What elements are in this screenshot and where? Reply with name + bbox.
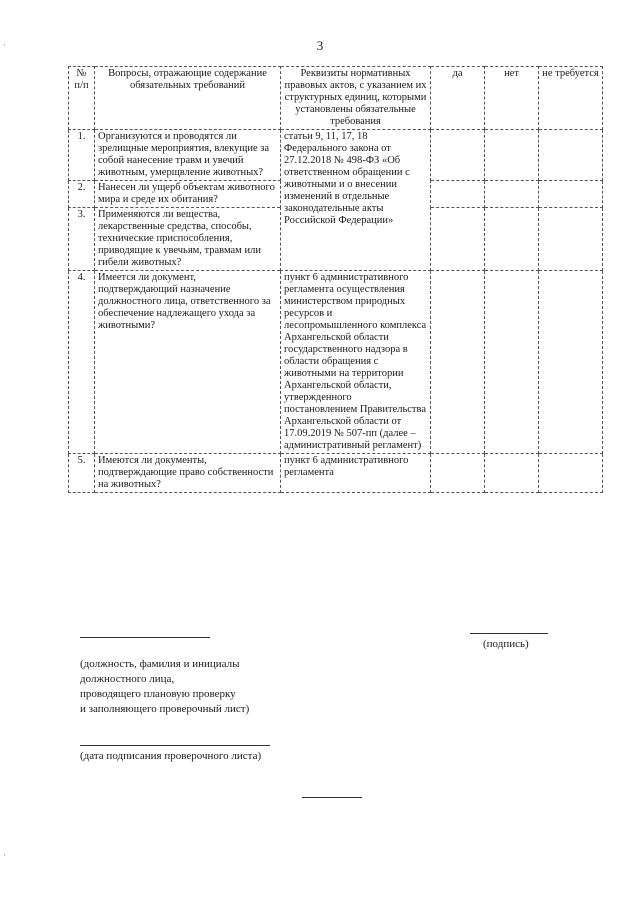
row-question: Имеются ли документы, подтверждающие право собственности на животных? <box>95 454 281 493</box>
row-requisites: пункт 6 административного регламента <box>281 454 431 493</box>
cell-no[interactable] <box>485 130 539 181</box>
table-row <box>69 454 603 493</box>
row-number: 3. <box>69 208 95 271</box>
cell-no[interactable] <box>485 208 539 271</box>
row-question: Применяются ли вещества, лекарственные средства, способы, технические приспособления, приводящие к увечьям, травмам или гибели животных? <box>95 208 281 271</box>
end-divider <box>302 797 362 798</box>
row-number: 2. <box>69 181 95 208</box>
cell-not-required[interactable] <box>539 271 603 454</box>
table-row <box>69 271 603 454</box>
official-caption-line: проводящего плановую проверку <box>80 688 236 700</box>
official-caption-line: и заполняющего проверочный лист) <box>80 703 250 715</box>
official-caption <box>80 657 249 717</box>
official-caption-line: (должность, фамилия и инициалы <box>80 658 240 670</box>
checklist-table <box>68 66 603 493</box>
row-question: Имеется ли документ, подтверждающий назначение должностного лица, ответственного за обеспечение надлежащего ухода за животными? <box>95 271 281 454</box>
date-signature-line[interactable] <box>80 745 270 746</box>
official-signature-line[interactable] <box>80 637 210 638</box>
table-header-row <box>69 67 603 130</box>
header-question: Вопросы, отражающие содержание обязательных требований <box>95 67 281 130</box>
page-number: 3 <box>316 38 324 53</box>
margin-mark-top: · <box>3 40 6 50</box>
cell-not-required[interactable] <box>539 130 603 181</box>
cell-not-required[interactable] <box>539 208 603 271</box>
row-number: 4. <box>69 271 95 454</box>
header-num: № п/п <box>69 67 95 130</box>
row-requisites: пункт 6 административного регламента осуществления министерством природных ресурсов и лесопромышленного комплекса Архангельской области государственного надзора в области обращения с животными на территории Архангельской области, утвержденного постановлением Правительства Архангельской области от 17.09.2019 № 507-пп (далее – административный регламент) <box>281 271 431 454</box>
header-no: нет <box>485 67 539 130</box>
cell-yes[interactable] <box>431 208 485 271</box>
cell-not-required[interactable] <box>539 454 603 493</box>
row-question: Нанесен ли ущерб объектам животного мира и среде их обитания? <box>95 181 281 208</box>
cell-not-required[interactable] <box>539 181 603 208</box>
row-number: 5. <box>69 454 95 493</box>
signature-label: (подпись) <box>483 638 529 650</box>
header-yes: да <box>431 67 485 130</box>
row-question: Организуются и проводятся ли зрелищные мероприятия, влекущие за собой нанесение травм и увечий животным, умерщвление животных? <box>95 130 281 181</box>
table-row <box>69 130 603 181</box>
cell-no[interactable] <box>485 454 539 493</box>
margin-mark-bottom: · <box>3 850 6 860</box>
header-requisites: Реквизиты нормативных правовых актов, с указанием их структурных единиц, которыми установлены обязательные требования <box>281 67 431 130</box>
cell-yes[interactable] <box>431 271 485 454</box>
row-requisites-merged: статьи 9, 11, 17, 18 Федерального закона от 27.12.2018 № 498-ФЗ «Об ответственном обращении с животными и о внесении изменений в отдельные законодательные акты Российской Федерации» <box>281 130 431 271</box>
header-not-required: не требуется <box>539 67 603 130</box>
cell-yes[interactable] <box>431 181 485 208</box>
signature-line[interactable] <box>470 633 548 634</box>
cell-no[interactable] <box>485 271 539 454</box>
cell-no[interactable] <box>485 181 539 208</box>
row-number: 1. <box>69 130 95 181</box>
official-caption-line: должностного лица, <box>80 673 175 685</box>
date-caption: (дата подписания проверочного листа) <box>80 750 262 762</box>
cell-yes[interactable] <box>431 454 485 493</box>
cell-yes[interactable] <box>431 130 485 181</box>
